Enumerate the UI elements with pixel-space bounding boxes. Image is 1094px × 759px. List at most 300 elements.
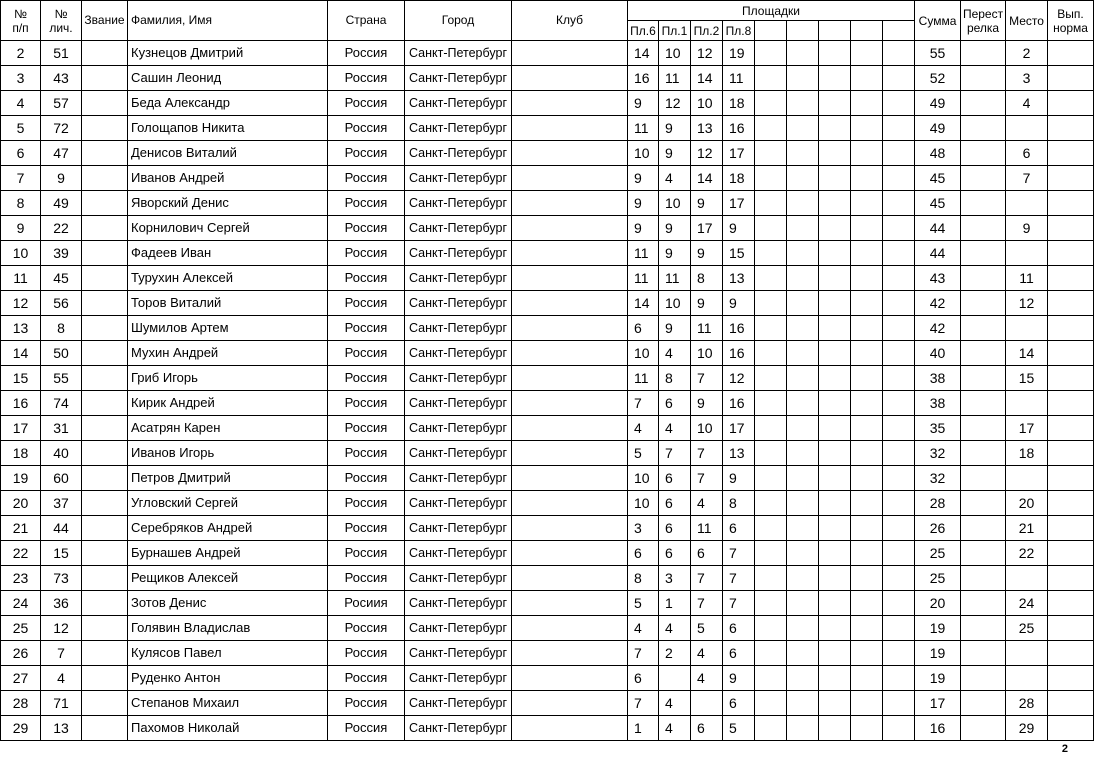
cell-perestrelka bbox=[961, 691, 1006, 716]
table-row bbox=[1, 616, 1094, 641]
cell-platform-score: 9 bbox=[691, 191, 723, 216]
cell-perestrelka bbox=[961, 91, 1006, 116]
cell-num-lich: 50 bbox=[41, 341, 82, 366]
cell-platform-score bbox=[883, 666, 915, 691]
cell-zvanie bbox=[82, 141, 128, 166]
cell-perestrelka bbox=[961, 41, 1006, 66]
cell-perestrelka bbox=[961, 66, 1006, 91]
cell-club bbox=[512, 691, 628, 716]
cell-platform-score bbox=[883, 116, 915, 141]
cell-platform-score: 10 bbox=[628, 466, 659, 491]
cell-country: Россия bbox=[328, 216, 405, 241]
cell-country: Россия bbox=[328, 91, 405, 116]
cell-mesto: 3 bbox=[1006, 66, 1048, 91]
cell-city: Санкт-Петербург bbox=[405, 91, 512, 116]
cell-platform-score bbox=[787, 516, 819, 541]
cell-num-pp: 15 bbox=[1, 366, 41, 391]
cell-platform-score bbox=[787, 91, 819, 116]
cell-platform-score: 17 bbox=[723, 141, 755, 166]
cell-platform-score bbox=[851, 91, 883, 116]
cell-num-pp: 9 bbox=[1, 216, 41, 241]
cell-platform-score bbox=[755, 566, 787, 591]
cell-zvanie bbox=[82, 341, 128, 366]
cell-platform-score: 4 bbox=[691, 491, 723, 516]
cell-summa: 49 bbox=[915, 91, 961, 116]
table-row bbox=[1, 341, 1094, 366]
cell-club bbox=[512, 66, 628, 91]
cell-platform-score bbox=[819, 66, 851, 91]
cell-club bbox=[512, 491, 628, 516]
cell-country: Россия bbox=[328, 116, 405, 141]
cell-platform-score: 6 bbox=[691, 541, 723, 566]
cell-club bbox=[512, 166, 628, 191]
cell-club bbox=[512, 666, 628, 691]
table-row bbox=[1, 66, 1094, 91]
cell-mesto: 17 bbox=[1006, 416, 1048, 441]
cell-mesto: 15 bbox=[1006, 366, 1048, 391]
cell-vyp-norma bbox=[1048, 166, 1094, 191]
cell-platform-score: 11 bbox=[628, 241, 659, 266]
cell-platform-score: 7 bbox=[628, 691, 659, 716]
cell-summa: 26 bbox=[915, 516, 961, 541]
cell-platform-score: 4 bbox=[659, 691, 691, 716]
cell-summa: 25 bbox=[915, 541, 961, 566]
cell-platform-score bbox=[819, 391, 851, 416]
cell-country: Россия bbox=[328, 266, 405, 291]
cell-city: Санкт-Петербург bbox=[405, 366, 512, 391]
cell-platform-score bbox=[787, 166, 819, 191]
cell-platform-score: 4 bbox=[659, 341, 691, 366]
cell-platform-score bbox=[851, 116, 883, 141]
cell-platform-score bbox=[883, 341, 915, 366]
cell-platform-score bbox=[787, 141, 819, 166]
cell-club bbox=[512, 291, 628, 316]
cell-perestrelka bbox=[961, 466, 1006, 491]
cell-platform-score: 14 bbox=[691, 166, 723, 191]
cell-platform-score bbox=[787, 341, 819, 366]
cell-platform-score bbox=[755, 616, 787, 641]
cell-vyp-norma bbox=[1048, 591, 1094, 616]
header-fio: Фамилия, Имя bbox=[128, 1, 328, 41]
cell-platform-score bbox=[883, 466, 915, 491]
cell-summa: 20 bbox=[915, 591, 961, 616]
cell-platform-score bbox=[755, 66, 787, 91]
cell-num-lich: 8 bbox=[41, 316, 82, 341]
cell-platform-score: 13 bbox=[723, 441, 755, 466]
cell-num-pp: 13 bbox=[1, 316, 41, 341]
cell-platform-score: 8 bbox=[628, 566, 659, 591]
cell-country: Россия bbox=[328, 416, 405, 441]
cell-platform-score: 7 bbox=[628, 391, 659, 416]
cell-platform-score bbox=[755, 516, 787, 541]
cell-mesto: 9 bbox=[1006, 216, 1048, 241]
cell-platform-score bbox=[755, 191, 787, 216]
cell-platform-score: 12 bbox=[691, 141, 723, 166]
cell-num-pp: 7 bbox=[1, 166, 41, 191]
cell-club bbox=[512, 266, 628, 291]
cell-vyp-norma bbox=[1048, 391, 1094, 416]
header-num-lich: № лич. bbox=[41, 1, 82, 41]
cell-mesto: 29 bbox=[1006, 716, 1048, 741]
cell-platform-score bbox=[883, 591, 915, 616]
cell-name: Петров Дмитрий bbox=[128, 466, 328, 491]
cell-platform-score bbox=[883, 241, 915, 266]
cell-num-lich: 51 bbox=[41, 41, 82, 66]
cell-num-lich: 36 bbox=[41, 591, 82, 616]
cell-platform-score bbox=[787, 716, 819, 741]
cell-platform-score: 10 bbox=[659, 291, 691, 316]
cell-platform-score: 9 bbox=[628, 91, 659, 116]
cell-mesto: 2 bbox=[1006, 41, 1048, 66]
table-row bbox=[1, 491, 1094, 516]
cell-perestrelka bbox=[961, 591, 1006, 616]
cell-platform-score bbox=[755, 341, 787, 366]
cell-platform-score bbox=[755, 216, 787, 241]
cell-country: Росиия bbox=[328, 591, 405, 616]
cell-num-pp: 26 bbox=[1, 641, 41, 666]
cell-city: Санкт-Петербург bbox=[405, 441, 512, 466]
cell-num-lich: 37 bbox=[41, 491, 82, 516]
cell-platform-score bbox=[819, 541, 851, 566]
table-row bbox=[1, 441, 1094, 466]
cell-city: Санкт-Петербург bbox=[405, 716, 512, 741]
cell-platform-score bbox=[851, 66, 883, 91]
cell-platform-score: 16 bbox=[723, 116, 755, 141]
cell-city: Санкт-Петербург bbox=[405, 216, 512, 241]
cell-platform-score: 8 bbox=[723, 491, 755, 516]
cell-name: Рещиков Алексей bbox=[128, 566, 328, 591]
cell-platform-score bbox=[819, 666, 851, 691]
cell-num-lich: 47 bbox=[41, 141, 82, 166]
cell-club bbox=[512, 391, 628, 416]
header-platform: Пл.8 bbox=[723, 21, 755, 41]
cell-platform-score: 13 bbox=[723, 266, 755, 291]
cell-name: Беда Александр bbox=[128, 91, 328, 116]
cell-platform-score: 5 bbox=[691, 616, 723, 641]
cell-vyp-norma bbox=[1048, 91, 1094, 116]
cell-platform-score: 9 bbox=[691, 241, 723, 266]
cell-platform-score: 4 bbox=[628, 616, 659, 641]
cell-platform-score bbox=[883, 316, 915, 341]
cell-perestrelka bbox=[961, 716, 1006, 741]
cell-vyp-norma bbox=[1048, 341, 1094, 366]
cell-platform-score: 7 bbox=[691, 441, 723, 466]
cell-platform-score bbox=[883, 641, 915, 666]
table-row bbox=[1, 266, 1094, 291]
cell-platform-score bbox=[787, 391, 819, 416]
cell-vyp-norma bbox=[1048, 691, 1094, 716]
cell-platform-score: 18 bbox=[723, 91, 755, 116]
cell-platform-score bbox=[787, 566, 819, 591]
cell-mesto bbox=[1006, 116, 1048, 141]
cell-num-pp: 23 bbox=[1, 566, 41, 591]
cell-platform-score: 11 bbox=[659, 66, 691, 91]
cell-platform-score bbox=[851, 641, 883, 666]
cell-platform-score: 17 bbox=[723, 416, 755, 441]
cell-vyp-norma bbox=[1048, 616, 1094, 641]
cell-country: Россия bbox=[328, 291, 405, 316]
cell-country: Россия bbox=[328, 466, 405, 491]
cell-platform-score: 16 bbox=[628, 66, 659, 91]
cell-platform-score: 3 bbox=[659, 566, 691, 591]
cell-platform-score: 6 bbox=[723, 641, 755, 666]
cell-zvanie bbox=[82, 666, 128, 691]
cell-zvanie bbox=[82, 416, 128, 441]
table-row bbox=[1, 291, 1094, 316]
cell-summa: 55 bbox=[915, 41, 961, 66]
cell-zvanie bbox=[82, 116, 128, 141]
cell-summa: 48 bbox=[915, 141, 961, 166]
cell-vyp-norma bbox=[1048, 266, 1094, 291]
cell-platform-score: 9 bbox=[628, 216, 659, 241]
cell-platform-score bbox=[851, 566, 883, 591]
header-zvanie: Звание bbox=[82, 1, 128, 41]
cell-zvanie bbox=[82, 216, 128, 241]
cell-platform-score: 14 bbox=[691, 66, 723, 91]
cell-platform-score bbox=[851, 366, 883, 391]
cell-zvanie bbox=[82, 391, 128, 416]
table-row bbox=[1, 666, 1094, 691]
cell-num-pp: 11 bbox=[1, 266, 41, 291]
cell-country: Россия bbox=[328, 516, 405, 541]
cell-platform-score bbox=[883, 391, 915, 416]
cell-platform-score: 11 bbox=[659, 266, 691, 291]
cell-num-lich: 45 bbox=[41, 266, 82, 291]
cell-country: Россия bbox=[328, 241, 405, 266]
cell-summa: 45 bbox=[915, 166, 961, 191]
cell-name: Голощапов Никита bbox=[128, 116, 328, 141]
cell-name: Мухин Андрей bbox=[128, 341, 328, 366]
header-platform bbox=[883, 21, 915, 41]
cell-club bbox=[512, 441, 628, 466]
cell-platform-score: 9 bbox=[659, 216, 691, 241]
cell-platform-score bbox=[883, 616, 915, 641]
cell-platform-score: 9 bbox=[723, 666, 755, 691]
cell-platform-score bbox=[787, 691, 819, 716]
cell-perestrelka bbox=[961, 441, 1006, 466]
cell-vyp-norma bbox=[1048, 416, 1094, 441]
table-row bbox=[1, 241, 1094, 266]
cell-zvanie bbox=[82, 241, 128, 266]
cell-platform-score bbox=[787, 316, 819, 341]
cell-platform-score bbox=[755, 366, 787, 391]
cell-platform-score: 5 bbox=[628, 441, 659, 466]
page-number: 2 bbox=[1061, 743, 1068, 755]
table-row bbox=[1, 391, 1094, 416]
cell-platform-score bbox=[755, 241, 787, 266]
cell-num-pp: 28 bbox=[1, 691, 41, 716]
cell-club bbox=[512, 341, 628, 366]
cell-platform-score: 6 bbox=[691, 716, 723, 741]
cell-club bbox=[512, 366, 628, 391]
cell-platform-score bbox=[851, 341, 883, 366]
cell-platform-score bbox=[883, 566, 915, 591]
cell-zvanie bbox=[82, 716, 128, 741]
cell-club bbox=[512, 316, 628, 341]
cell-platform-score bbox=[787, 416, 819, 441]
cell-summa: 32 bbox=[915, 441, 961, 466]
cell-vyp-norma bbox=[1048, 191, 1094, 216]
cell-platform-score: 2 bbox=[659, 641, 691, 666]
cell-platform-score: 12 bbox=[659, 91, 691, 116]
cell-country: Россия bbox=[328, 491, 405, 516]
cell-perestrelka bbox=[961, 141, 1006, 166]
cell-platform-score bbox=[755, 141, 787, 166]
cell-platform-score bbox=[883, 166, 915, 191]
cell-summa: 19 bbox=[915, 666, 961, 691]
cell-num-pp: 25 bbox=[1, 616, 41, 641]
cell-zvanie bbox=[82, 491, 128, 516]
cell-platform-score bbox=[851, 691, 883, 716]
cell-club bbox=[512, 541, 628, 566]
cell-zvanie bbox=[82, 541, 128, 566]
cell-num-pp: 21 bbox=[1, 516, 41, 541]
cell-platform-score bbox=[851, 716, 883, 741]
cell-summa: 38 bbox=[915, 366, 961, 391]
cell-num-pp: 17 bbox=[1, 416, 41, 441]
cell-summa: 40 bbox=[915, 341, 961, 366]
cell-platform-score: 9 bbox=[723, 466, 755, 491]
cell-platform-score: 13 bbox=[691, 116, 723, 141]
cell-summa: 44 bbox=[915, 216, 961, 241]
cell-platform-score: 16 bbox=[723, 391, 755, 416]
cell-platform-score bbox=[755, 266, 787, 291]
cell-platform-score bbox=[819, 241, 851, 266]
cell-platform-score bbox=[851, 141, 883, 166]
cell-platform-score bbox=[819, 366, 851, 391]
cell-name: Руденко Антон bbox=[128, 666, 328, 691]
cell-summa: 19 bbox=[915, 616, 961, 641]
cell-num-pp: 3 bbox=[1, 66, 41, 91]
cell-platform-score bbox=[883, 266, 915, 291]
cell-name: Сашин Леонид bbox=[128, 66, 328, 91]
cell-num-lich: 40 bbox=[41, 441, 82, 466]
cell-platform-score: 6 bbox=[659, 466, 691, 491]
cell-country: Россия bbox=[328, 541, 405, 566]
cell-mesto bbox=[1006, 391, 1048, 416]
table-row bbox=[1, 116, 1094, 141]
cell-club bbox=[512, 191, 628, 216]
cell-platform-score bbox=[819, 91, 851, 116]
cell-zvanie bbox=[82, 41, 128, 66]
cell-platform-score bbox=[819, 166, 851, 191]
cell-platform-score bbox=[819, 491, 851, 516]
cell-platform-score: 1 bbox=[659, 591, 691, 616]
cell-platform-score bbox=[787, 116, 819, 141]
cell-mesto bbox=[1006, 666, 1048, 691]
table-row bbox=[1, 191, 1094, 216]
cell-platform-score: 9 bbox=[659, 116, 691, 141]
cell-country: Россия bbox=[328, 41, 405, 66]
cell-platform-score bbox=[787, 466, 819, 491]
header-platform bbox=[755, 21, 787, 41]
cell-zvanie bbox=[82, 266, 128, 291]
cell-platform-score bbox=[819, 266, 851, 291]
cell-summa: 19 bbox=[915, 641, 961, 666]
cell-platform-score bbox=[851, 291, 883, 316]
cell-summa: 42 bbox=[915, 316, 961, 341]
cell-vyp-norma bbox=[1048, 541, 1094, 566]
cell-platform-score bbox=[851, 616, 883, 641]
cell-name: Турухин Алексей bbox=[128, 266, 328, 291]
table-row bbox=[1, 316, 1094, 341]
cell-platform-score: 16 bbox=[723, 341, 755, 366]
cell-club bbox=[512, 466, 628, 491]
cell-platform-score bbox=[819, 316, 851, 341]
table-row bbox=[1, 516, 1094, 541]
cell-club bbox=[512, 141, 628, 166]
cell-platform-score bbox=[851, 466, 883, 491]
cell-platform-score: 11 bbox=[628, 266, 659, 291]
table-row bbox=[1, 41, 1094, 66]
cell-platform-score: 7 bbox=[723, 541, 755, 566]
cell-country: Россия bbox=[328, 366, 405, 391]
cell-platform-score bbox=[819, 341, 851, 366]
cell-platform-score bbox=[755, 166, 787, 191]
cell-zvanie bbox=[82, 466, 128, 491]
cell-vyp-norma bbox=[1048, 466, 1094, 491]
cell-platform-score bbox=[883, 716, 915, 741]
cell-num-pp: 27 bbox=[1, 666, 41, 691]
cell-vyp-norma bbox=[1048, 116, 1094, 141]
cell-name: Денисов Виталий bbox=[128, 141, 328, 166]
cell-platform-score bbox=[819, 691, 851, 716]
cell-platform-score: 9 bbox=[691, 291, 723, 316]
cell-platform-score: 9 bbox=[659, 316, 691, 341]
cell-platform-score: 4 bbox=[659, 416, 691, 441]
cell-name: Кузнецов Дмитрий bbox=[128, 41, 328, 66]
cell-perestrelka bbox=[961, 666, 1006, 691]
cell-platform-score: 9 bbox=[723, 291, 755, 316]
cell-vyp-norma bbox=[1048, 491, 1094, 516]
cell-platform-score: 4 bbox=[659, 166, 691, 191]
cell-platform-score bbox=[851, 241, 883, 266]
cell-summa: 35 bbox=[915, 416, 961, 441]
cell-name: Зотов Денис bbox=[128, 591, 328, 616]
cell-platform-score bbox=[851, 516, 883, 541]
cell-platform-score bbox=[851, 316, 883, 341]
header-platform: Пл.2 bbox=[691, 21, 723, 41]
cell-platform-score bbox=[883, 491, 915, 516]
header-mesto: Место bbox=[1006, 1, 1048, 41]
cell-num-lich: 60 bbox=[41, 466, 82, 491]
cell-vyp-norma bbox=[1048, 291, 1094, 316]
cell-name: Угловский Сергей bbox=[128, 491, 328, 516]
cell-platform-score: 9 bbox=[659, 141, 691, 166]
cell-name: Фадеев Иван bbox=[128, 241, 328, 266]
cell-num-lich: 15 bbox=[41, 541, 82, 566]
cell-platform-score: 15 bbox=[723, 241, 755, 266]
cell-platform-score bbox=[787, 616, 819, 641]
cell-num-lich: 12 bbox=[41, 616, 82, 641]
cell-num-pp: 29 bbox=[1, 716, 41, 741]
cell-num-lich: 31 bbox=[41, 416, 82, 441]
cell-platform-score: 3 bbox=[628, 516, 659, 541]
cell-summa: 38 bbox=[915, 391, 961, 416]
cell-platform-score bbox=[819, 441, 851, 466]
cell-platform-score bbox=[883, 441, 915, 466]
header-vyp-norma: Вып. норма bbox=[1048, 1, 1094, 41]
cell-name: Кирик Андрей bbox=[128, 391, 328, 416]
cell-platform-score bbox=[819, 141, 851, 166]
table-row bbox=[1, 141, 1094, 166]
cell-city: Санкт-Петербург bbox=[405, 291, 512, 316]
cell-platform-score: 7 bbox=[691, 366, 723, 391]
cell-city: Санкт-Петербург bbox=[405, 266, 512, 291]
cell-platform-score: 11 bbox=[723, 66, 755, 91]
cell-country: Россия bbox=[328, 441, 405, 466]
cell-mesto: 21 bbox=[1006, 516, 1048, 541]
